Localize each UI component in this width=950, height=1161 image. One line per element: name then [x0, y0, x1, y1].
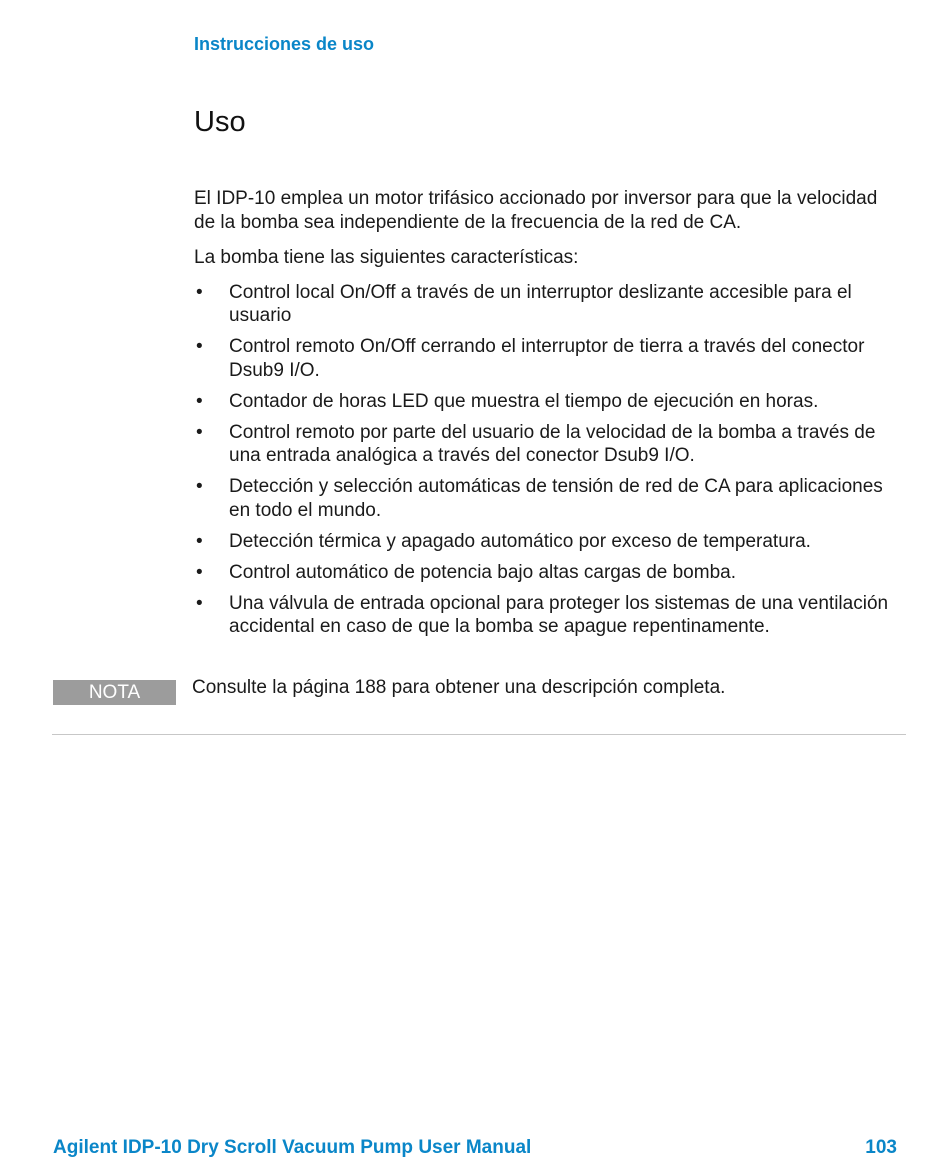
section-body — [194, 187, 899, 646]
list-item-text: Control remoto por parte del usuario de la velocidad de la bomba a través de una entrada analógica a través del conector Dsub9 I/O. — [229, 421, 876, 466]
running-head: Instrucciones de uso — [194, 34, 375, 54]
list-item — [194, 592, 899, 639]
footer-manual-title: Agilent IDP-10 Dry Scroll Vacuum Pump User Manual — [53, 1137, 532, 1158]
list-item — [194, 335, 899, 382]
note-divider — [52, 734, 906, 735]
note-label: NOTA — [53, 680, 176, 705]
list-item-text: Una válvula de entrada opcional para proteger los sistemas de una ventilación accidental en caso de que la bomba se apague repentinamente. — [229, 592, 889, 637]
list-item — [194, 421, 899, 468]
list-item — [194, 390, 899, 414]
bullet-icon: • — [196, 530, 203, 552]
features-list — [194, 281, 899, 639]
list-item-text: Control local On/Off a través de un interruptor deslizante accesible para el usuario — [229, 281, 852, 326]
list-item-text: Detección térmica y apagado automático por exceso de temperatura. — [229, 530, 811, 552]
bullet-icon: • — [196, 561, 203, 583]
section-title: Uso — [194, 106, 246, 138]
note-text: Consulte la página 188 para obtener una descripción completa. — [192, 677, 726, 698]
list-item-text: Control automático de potencia bajo altas cargas de bomba. — [229, 561, 736, 583]
list-item — [194, 530, 899, 554]
page-number: 103 — [865, 1137, 897, 1158]
list-item — [194, 475, 899, 522]
list-item-text: Contador de horas LED que muestra el tiempo de ejecución en horas. — [229, 390, 819, 412]
list-item — [194, 281, 899, 328]
bullet-icon: • — [196, 281, 203, 303]
bullet-icon: • — [196, 336, 203, 357]
bullet-icon: • — [196, 390, 203, 412]
list-item-text: Control remoto On/Off cerrando el interruptor de tierra a través del conector Dsub9 I/O. — [229, 336, 865, 381]
bullet-icon: • — [196, 421, 203, 443]
bullet-icon: • — [196, 476, 203, 497]
list-item — [194, 561, 899, 585]
bullet-icon: • — [196, 592, 203, 614]
list-item-text: Detección y selección automáticas de tensión de red de CA para aplicaciones en todo el mundo. — [229, 476, 883, 521]
features-lead: La bomba tiene las siguientes características: — [194, 247, 579, 268]
intro-paragraph: El IDP-10 emplea un motor trifásico accionado por inversor para que la velocidad de la bomba sea independiente de la frecuencia de la red de CA. — [194, 188, 878, 233]
